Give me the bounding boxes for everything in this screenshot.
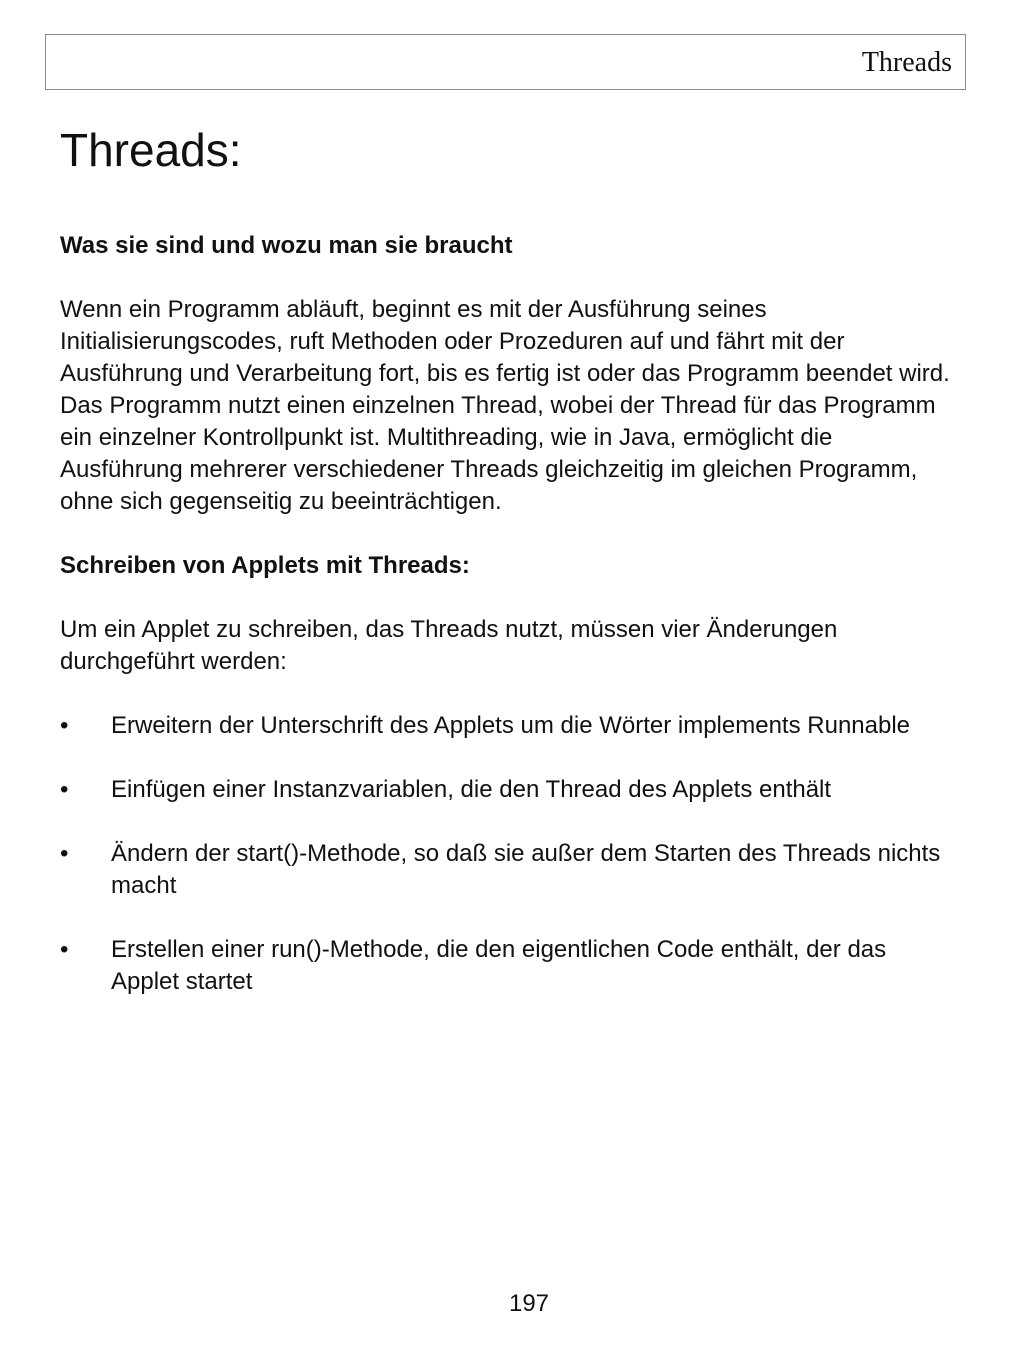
list-item — [60, 774, 950, 806]
bullet-icon: • — [60, 936, 69, 963]
page-number: 197 — [508, 1290, 550, 1317]
running-header — [45, 34, 966, 90]
body-content — [60, 230, 950, 1030]
bullet-icon: • — [60, 840, 69, 867]
bullet-icon: • — [60, 776, 69, 803]
list-item-text: Erstellen einer run()-Methode, die den eigentlichen Code enthält, der das Applet startet — [111, 936, 887, 995]
page-title: Threads: — [60, 124, 242, 176]
running-header-label: Threads — [861, 47, 952, 78]
section-heading-applets: Schreiben von Applets mit Threads: — [60, 552, 470, 579]
paragraph-intro: Wenn ein Programm abläuft, beginnt es mit der Ausführung seines Initialisierungscodes, ruft Methoden oder Prozeduren auf und fährt mit der Ausführung und Verarbeitung fort, bis es fertig ist oder das Programm beendet wird. Das Programm nutzt einen einzelnen Thread, wobei der Thread für das Programm ein einzelner Kontrollpunkt ist. Multithreading, wie in Java, ermöglicht die Ausführung mehrerer verschiedener Threads gleichzeitig im gleichen Programm, ohne sich gegenseitig zu beeinträchtigen. — [60, 296, 950, 515]
list-item — [60, 934, 950, 998]
section-heading-intro: Was sie sind und wozu man sie braucht — [60, 232, 513, 259]
list-item — [60, 838, 950, 902]
paragraph-applets: Um ein Applet zu schreiben, das Threads nutzt, müssen vier Änderungen durchgeführt werden: — [60, 616, 838, 675]
bullet-icon: • — [60, 712, 69, 739]
list-item-text: Einfügen einer Instanzvariablen, die den Thread des Applets enthält — [111, 776, 832, 803]
list-item-text: Ändern der start()-Methode, so daß sie außer dem Starten des Threads nichts macht — [111, 840, 941, 899]
list-item — [60, 710, 950, 742]
bullet-list — [60, 710, 950, 998]
list-item-text: Erweitern der Unterschrift des Applets um die Wörter implements Runnable — [111, 712, 911, 739]
